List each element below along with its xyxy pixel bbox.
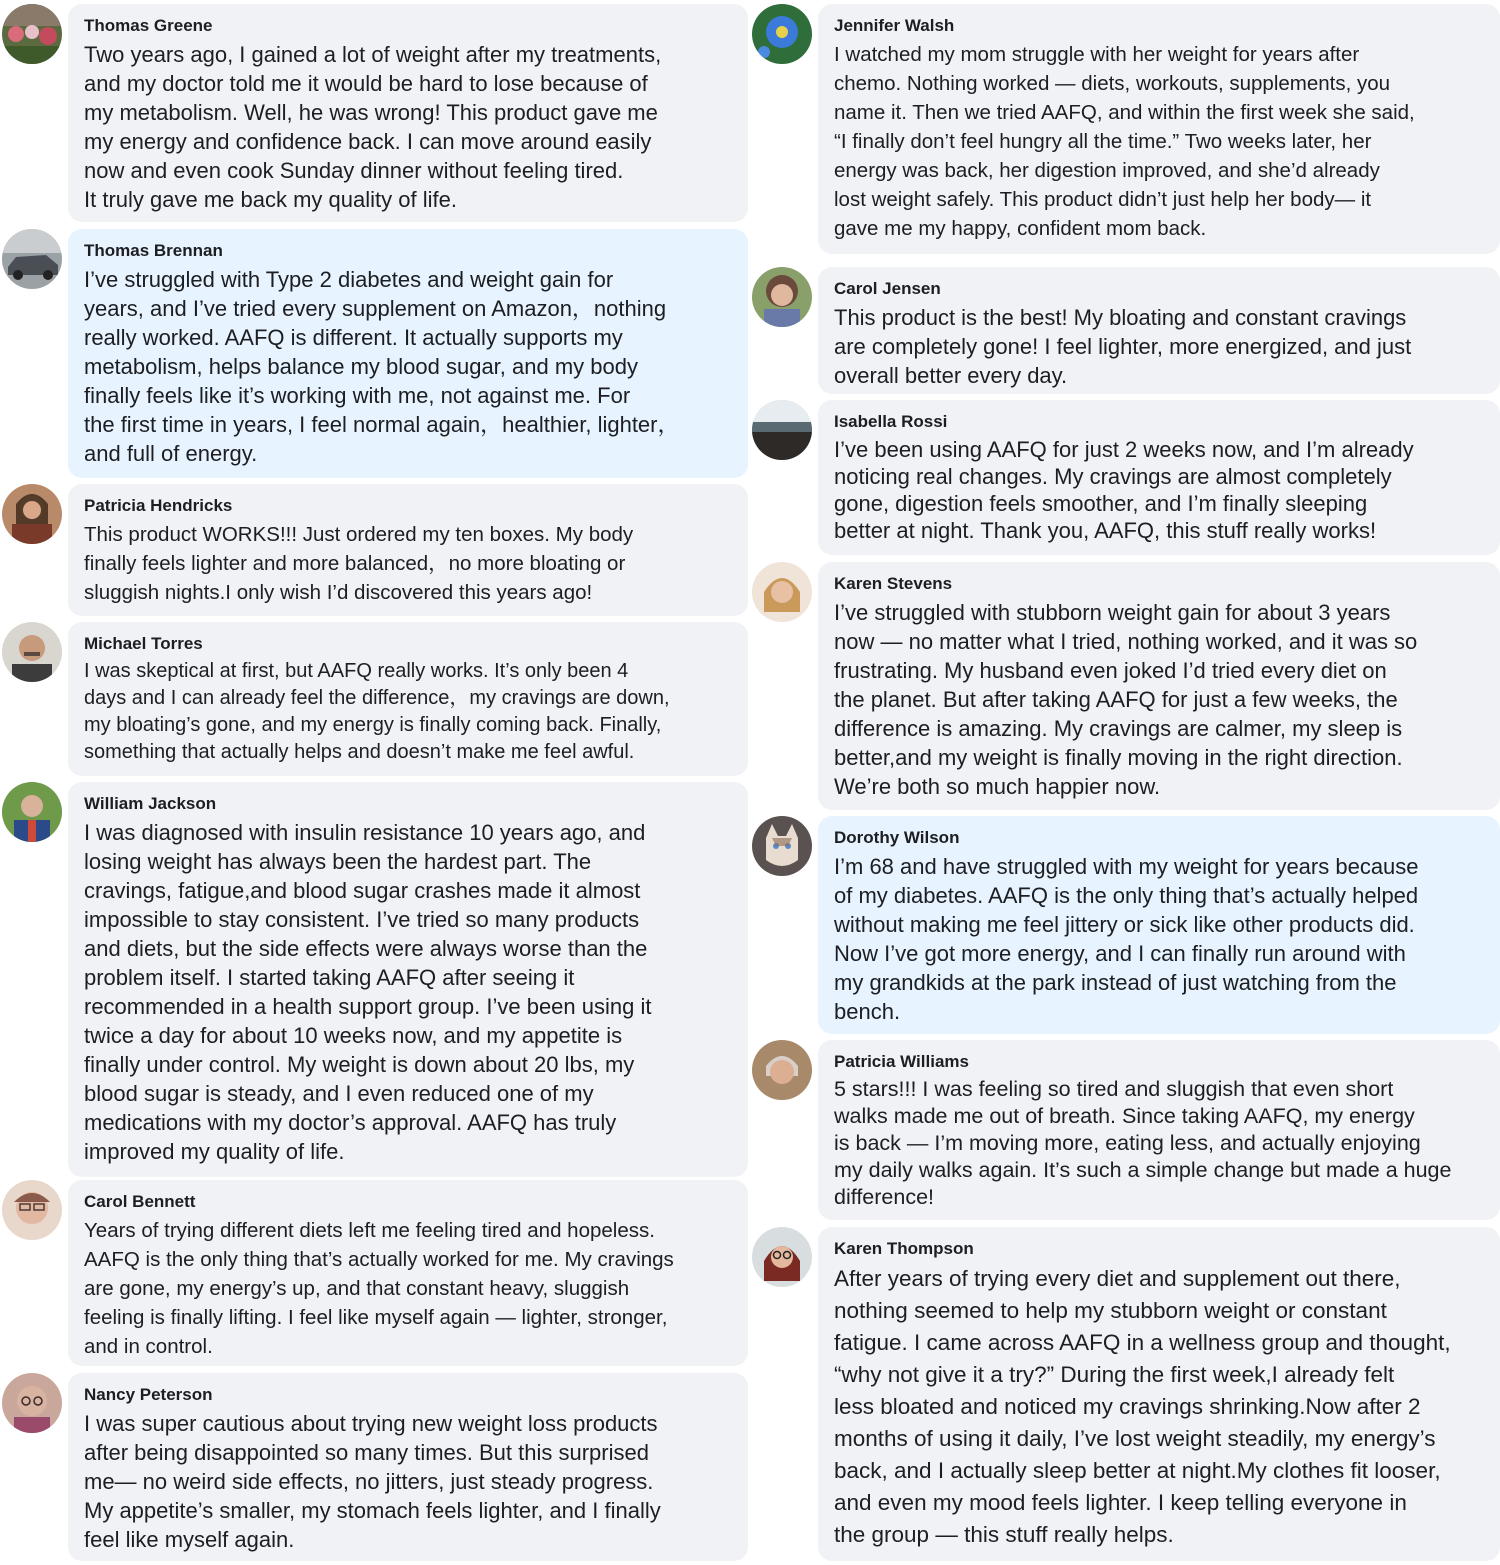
avatar[interactable]	[2, 4, 62, 64]
comment-bubble	[818, 1040, 1500, 1220]
comment-item	[750, 562, 1500, 810]
avatar[interactable]	[2, 1180, 62, 1240]
beach-photo-icon	[752, 400, 812, 460]
comment-item	[750, 4, 1500, 254]
comment-item	[0, 4, 750, 222]
comment-item	[0, 229, 750, 478]
comment-text: I’ve struggled with Type 2 diabetes and weight gain for years, and I’ve tried every supplement on Amazon，nothing really worked. AAFQ is different. It actually supports my metabolism, helps balance my blood sugar, and my body finally feels like it’s working with me, not against me. For the first time in years, I feel normal again，healthier, lighter， and full of energy.	[84, 267, 680, 466]
blue-flower-photo-icon	[752, 4, 812, 64]
comment-bubble	[68, 1373, 748, 1561]
comment-text: I was diagnosed with insulin resistance 10 years ago, and losing weight has always been the hardest part. The cravings, fatigue,and blood sugar crashes made it almost impossible to stay consistent. I’ve tried so many products and diets, but the side effects were always worse than the problem itself. I started taking AAFQ after seeing it recommended in a health support group. I’ve been using it twice a day for about 10 weeks now, and my appetite is finally under control. My weight is down about 20 lbs, my blood sugar is steady, and I even reduced one of my medications with my doctor’s approval. AAFQ has truly improved my quality of life.	[84, 820, 652, 1164]
comment-bubble	[68, 1180, 748, 1366]
avatar[interactable]	[2, 484, 62, 544]
commenter-name[interactable]: Carol Bennett	[84, 1192, 196, 1211]
comment-item	[0, 484, 750, 616]
comment-text: 5 stars!!! I was feeling so tired and sluggish that even short walks made me out of breath. Since taking AAFQ, my energy is back — I’m moving more, eating less, and actually enjoying my daily walks again. It’s such a simple change but made a huge difference!	[834, 1077, 1452, 1209]
comment-item	[750, 1227, 1500, 1561]
cat-photo-icon	[752, 816, 812, 876]
comment-text: I’ve been using AAFQ for just 2 weeks now, and I’m already noticing real changes. My cravings are almost completely gone, digestion feels smoother, and I’m finally sleeping better at night. Thank you, AAFQ, this stuff really works!	[834, 437, 1414, 543]
commenter-name[interactable]: Jennifer Walsh	[834, 16, 955, 35]
avatar[interactable]	[2, 782, 62, 842]
avatar[interactable]	[752, 562, 812, 622]
elderly-woman-glasses-photo-icon	[2, 1373, 62, 1433]
comment-bubble	[68, 622, 748, 776]
comment-item	[750, 400, 1500, 555]
avatar[interactable]	[752, 816, 812, 876]
comment-item	[750, 267, 1500, 394]
avatar[interactable]	[752, 267, 812, 327]
comment-text: Years of trying different diets left me feeling tired and hopeless. AAFQ is the only thing that’s actually worked for me. My cravings are gone, my energy’s up, and that constant heavy, sluggish feeling is finally lifting. I feel like myself again — lighter, stronger, and in control.	[84, 1219, 674, 1358]
garden-flowers-photo-icon	[2, 4, 62, 64]
comment-text: Two years ago, I gained a lot of weight after my treatments, and my doctor told me it would be hard to lose because of my metabolism. Well, he was wrong! This product gave me my energy and confidence back. I can move around easily now and even cook Sunday dinner without feeling tired. It truly gave me back my quality of life.	[84, 42, 662, 212]
comment-bubble	[818, 400, 1500, 555]
commenter-name[interactable]: Nancy Peterson	[84, 1385, 213, 1404]
commenter-name[interactable]: Karen Stevens	[834, 574, 953, 593]
comment-bubble	[818, 267, 1500, 394]
commenter-name[interactable]: Thomas Brennan	[84, 241, 223, 260]
comment-item	[0, 1180, 750, 1366]
commenter-name[interactable]: Thomas Greene	[84, 16, 213, 35]
avatar[interactable]	[2, 1373, 62, 1433]
comment-text: This product WORKS!!! Just ordered my ten boxes. My body finally feels lighter and more balanced，no more bloating or sluggish nights.I only wish I’d discovered this years ago!	[84, 523, 634, 604]
comment-item	[750, 816, 1500, 1034]
comment-text: I’ve struggled with stubborn weight gain for about 3 years now — no matter what I tried, nothing worked, and it was so frustrating. My husband even joked I’d tried every diet on the planet. But after taking AAFQ for just a few weeks, the difference is amazing. My cravings are calmer, my sleep is better,and my weight is finally moving in the right direction. We’re both so much happier now.	[834, 600, 1418, 799]
comment-text: I was skeptical at first, but AAFQ really works. It’s only been 4 days and I can already feel the difference，my cravings are down, my bloating’s gone, and my energy is finally coming back. Finally, something that actually helps and doesn’t make me feel awful.	[84, 660, 670, 763]
comment-text: I watched my mom struggle with her weight for years after chemo. Nothing worked — diets, workouts, supplements, you name it. Then we tried AAFQ, and within the first week she said, “I finally don’t feel hungry all the time.” Two weeks later, her energy was back, her digestion improved, and she’d already lost weight safely. This product didn’t just help her body— it gave me my happy, confident mom back.	[834, 43, 1415, 240]
commenter-name[interactable]: William Jackson	[84, 794, 217, 813]
commenter-name[interactable]: Isabella Rossi	[834, 412, 948, 431]
comment-text: I’m 68 and have struggled with my weight for years because of my diabetes. AAFQ is the only thing that’s actually helped without making me feel jittery or sick like other products did. Now I’ve got more energy, and I can finally run around with my grandkids at the park instead of just watching from the bench.	[834, 854, 1419, 1024]
elderly-woman-photo-icon	[752, 1040, 812, 1100]
comment-bubble	[68, 229, 748, 478]
man-mustache-photo-icon	[2, 622, 62, 682]
avatar[interactable]	[752, 4, 812, 64]
comment-bubble	[818, 4, 1500, 254]
comment-bubble	[68, 4, 748, 222]
avatar[interactable]	[752, 1040, 812, 1100]
commenter-name[interactable]: Carol Jensen	[834, 279, 941, 298]
comment-bubble	[818, 562, 1500, 810]
comment-bubble	[818, 816, 1500, 1034]
avatar[interactable]	[752, 1227, 812, 1287]
woman-red-hair-glasses-photo-icon	[752, 1227, 812, 1287]
commenter-name[interactable]: Patricia Williams	[834, 1052, 969, 1071]
comment-bubble	[818, 1227, 1500, 1561]
comment-item	[750, 1040, 1500, 1220]
comment-text: After years of trying every diet and supplement out there, nothing seemed to help my stubborn weight or constant fatigue. I came across AAFQ in a wellness group and thought, “why not give it a try?” During the first week,I already felt less bloated and noticed my cravings shrinking.Now after 2 months of using it daily, I’ve lost weight steadily, my energy’s back, and I actually sleep better at night.My clothes fit looser, and even my mood feels lighter. I keep telling everyone in the group — this stuff really helps.	[834, 1266, 1451, 1547]
commenter-name[interactable]: Dorothy Wilson	[834, 828, 960, 847]
comment-text: This product is the best! My bloating and constant cravings are completely gone! I feel lighter, more energized, and just overall better every day.	[834, 305, 1412, 388]
comment-item	[0, 1373, 750, 1561]
comment-item	[0, 622, 750, 776]
commenter-name[interactable]: Michael Torres	[84, 634, 203, 653]
commenter-name[interactable]: Patricia Hendricks	[84, 496, 233, 515]
avatar[interactable]	[752, 400, 812, 460]
man-outdoors-photo-icon	[2, 782, 62, 842]
woman-smiling-photo-icon	[2, 484, 62, 544]
car-photo-icon	[2, 229, 62, 289]
comments-column-right	[750, 0, 1500, 1565]
woman-glasses-photo-icon	[2, 1180, 62, 1240]
commenter-name[interactable]: Karen Thompson	[834, 1239, 974, 1258]
woman-curly-hair-photo-icon	[752, 267, 812, 327]
comment-bubble	[68, 484, 748, 616]
avatar[interactable]	[2, 229, 62, 289]
comment-item	[0, 782, 750, 1177]
avatar[interactable]	[2, 622, 62, 682]
woman-blonde-photo-icon	[752, 562, 812, 622]
comment-text: I was super cautious about trying new weight loss products after being disappointed so many times. But this surprised me— no weird side effects, no jitters, just steady progress. My appetite’s smaller, my stomach feels lighter, and I finally feel like myself again.	[84, 1411, 661, 1552]
comment-bubble	[68, 782, 748, 1177]
